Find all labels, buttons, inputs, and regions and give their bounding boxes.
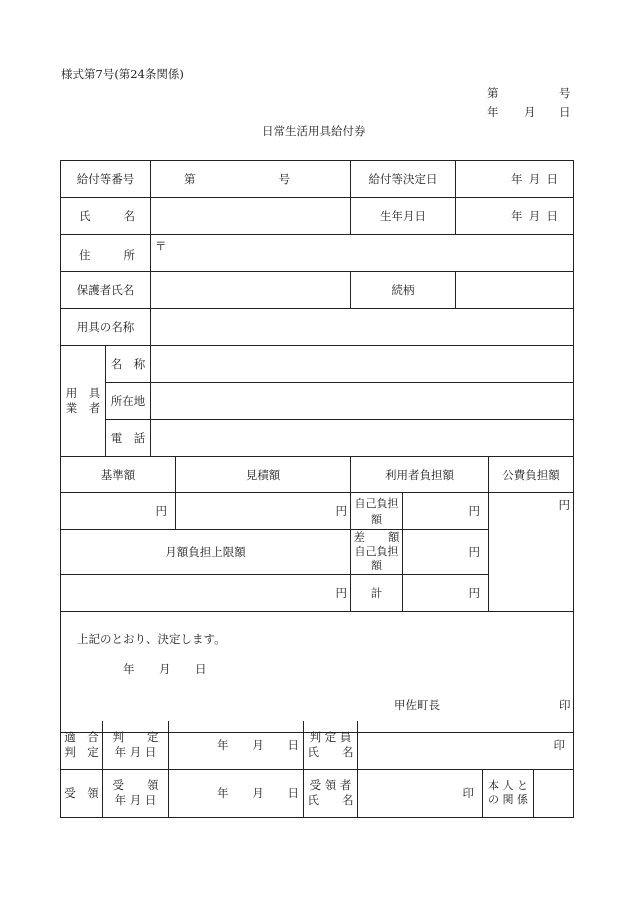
decision-nen: 年 xyxy=(123,661,135,676)
riyosha-futan-label: 利用者負担額 xyxy=(351,457,489,493)
kijungaku-label: 基準額 xyxy=(61,457,176,493)
seinengappi-nen: 年 xyxy=(511,209,523,223)
shimei-label: 氏 名 xyxy=(61,198,151,235)
gyosha-label: 用 具 業 者 xyxy=(61,346,106,457)
kohi-futan-label: 公費負担額 xyxy=(489,457,574,493)
juryosha-value[interactable] xyxy=(358,769,483,817)
sagaku-value[interactable]: 円 xyxy=(403,530,489,575)
seinengappi-value[interactable] xyxy=(456,198,574,235)
form-number: 様式第7号(第24条関係) xyxy=(61,67,184,81)
header-date-nen: 年 xyxy=(487,105,499,119)
juryo-bi-value[interactable]: 年 月 日 xyxy=(169,769,304,817)
header-date-tsuki: 月 xyxy=(524,105,536,119)
page-title: 日常生活用具給付券 xyxy=(262,124,366,138)
row-juryo xyxy=(61,769,574,817)
honnin-kankei-value[interactable] xyxy=(534,769,574,817)
kohi-futan-value[interactable]: 円 xyxy=(489,493,574,612)
denwa-label: 電 話 xyxy=(106,420,151,457)
hantei-bi-label: 判 定 年 月 日 xyxy=(103,721,169,769)
row-hogosha xyxy=(61,272,574,309)
kei-value[interactable]: 円 xyxy=(403,574,489,611)
row-gyosha-denwa xyxy=(61,420,574,457)
mayor-seal: 印 xyxy=(559,697,571,712)
hogosha-value[interactable] xyxy=(151,272,351,309)
row-tekigo-hantei xyxy=(61,721,574,769)
kettei-bi-label: 給付等決定日 xyxy=(351,161,456,198)
row-kyufu-bango xyxy=(61,161,574,198)
mitsumori-label: 見積額 xyxy=(176,457,351,493)
decision-tsuki: 月 xyxy=(159,661,171,676)
jiko-futan-label: 自己負担額 xyxy=(351,493,403,530)
kettei-bi-tsuki: 月 xyxy=(528,172,541,186)
shozaichi-label: 所在地 xyxy=(106,383,151,420)
yogu-meisho-label: 用具の名称 xyxy=(61,309,151,346)
row-amount-values xyxy=(61,493,574,530)
main-form-table xyxy=(60,160,574,733)
row-jusho xyxy=(61,235,574,272)
hanteiin-label: 判 定 員 氏 名 xyxy=(304,721,358,769)
kyufu-bango-label: 給付等番号 xyxy=(61,161,151,198)
kettei-bi-hi: 日 xyxy=(546,172,559,186)
juryo-label: 受 領 xyxy=(61,769,103,817)
row-gyosha-meisho xyxy=(61,346,574,383)
meisho-label: 名 称 xyxy=(106,346,151,383)
kettei-bi-nen: 年 xyxy=(511,172,523,186)
seinengappi-label: 生年月日 xyxy=(351,198,456,235)
tekigo-label: 適 合 判 定 xyxy=(61,721,103,769)
row-yogu-meisho xyxy=(61,309,574,346)
seinengappi-hi: 日 xyxy=(546,209,559,223)
mitsumori-value[interactable]: 円 xyxy=(176,493,351,530)
juryo-bi-label: 受 領 年 月 日 xyxy=(103,769,169,817)
kyufu-bango-value[interactable] xyxy=(151,161,351,198)
juryosha-seal: 印 xyxy=(462,786,474,800)
bottom-form-table xyxy=(60,721,574,818)
seinengappi-tsuki: 月 xyxy=(528,209,541,223)
kyufu-bango-go: 号 xyxy=(278,172,290,186)
postal-mark: 〒 xyxy=(155,239,167,253)
hogosha-label: 保護者氏名 xyxy=(61,272,151,309)
mayor-name: 甲佐町長 xyxy=(394,697,440,712)
row-shimei xyxy=(61,198,574,235)
header-go: 号 xyxy=(559,86,571,100)
decision-block xyxy=(61,611,574,732)
zokugara-label: 続柄 xyxy=(351,272,456,309)
decision-hi: 日 xyxy=(195,661,207,676)
header-dai: 第 xyxy=(487,86,499,100)
gyosha-denwa-value[interactable] xyxy=(151,420,574,457)
jusho-value[interactable] xyxy=(151,235,574,272)
row-decision xyxy=(61,611,574,732)
kyufu-bango-dai: 第 xyxy=(184,172,196,186)
hantei-bi-value[interactable]: 年 月 日 xyxy=(169,721,304,769)
header-date-hi: 日 xyxy=(559,105,571,119)
juryosha-label: 受 領 者 氏 名 xyxy=(304,769,358,817)
hanteiin-seal: 印 xyxy=(553,737,566,752)
row-gyosha-shozaichi xyxy=(61,383,574,420)
jusho-label: 住 所 xyxy=(61,235,151,272)
shimei-value[interactable] xyxy=(151,198,351,235)
decision-statement: 上記のとおり、決定します。 xyxy=(77,631,226,646)
kijungaku-value[interactable]: 円 xyxy=(61,493,176,530)
honnin-kankei-label: 本 人 と の 関 係 xyxy=(483,769,534,817)
gyosha-meisho-value[interactable] xyxy=(151,346,574,383)
hanteiin-value[interactable] xyxy=(358,721,574,769)
row-amount-headers xyxy=(61,457,574,493)
sagaku-label: 差 額 自己負担額 xyxy=(351,530,403,575)
getsugaku-jogen-label: 月額負担上限額 xyxy=(61,530,351,575)
kettei-bi-value[interactable] xyxy=(456,161,574,198)
yogu-meisho-value[interactable] xyxy=(151,309,574,346)
gyosha-shozaichi-value[interactable] xyxy=(151,383,574,420)
kei-label: 計 xyxy=(351,574,403,611)
getsugaku-jogen-value[interactable]: 円 xyxy=(61,574,351,611)
jiko-futan-value[interactable]: 円 xyxy=(403,493,489,530)
zokugara-value[interactable] xyxy=(456,272,574,309)
